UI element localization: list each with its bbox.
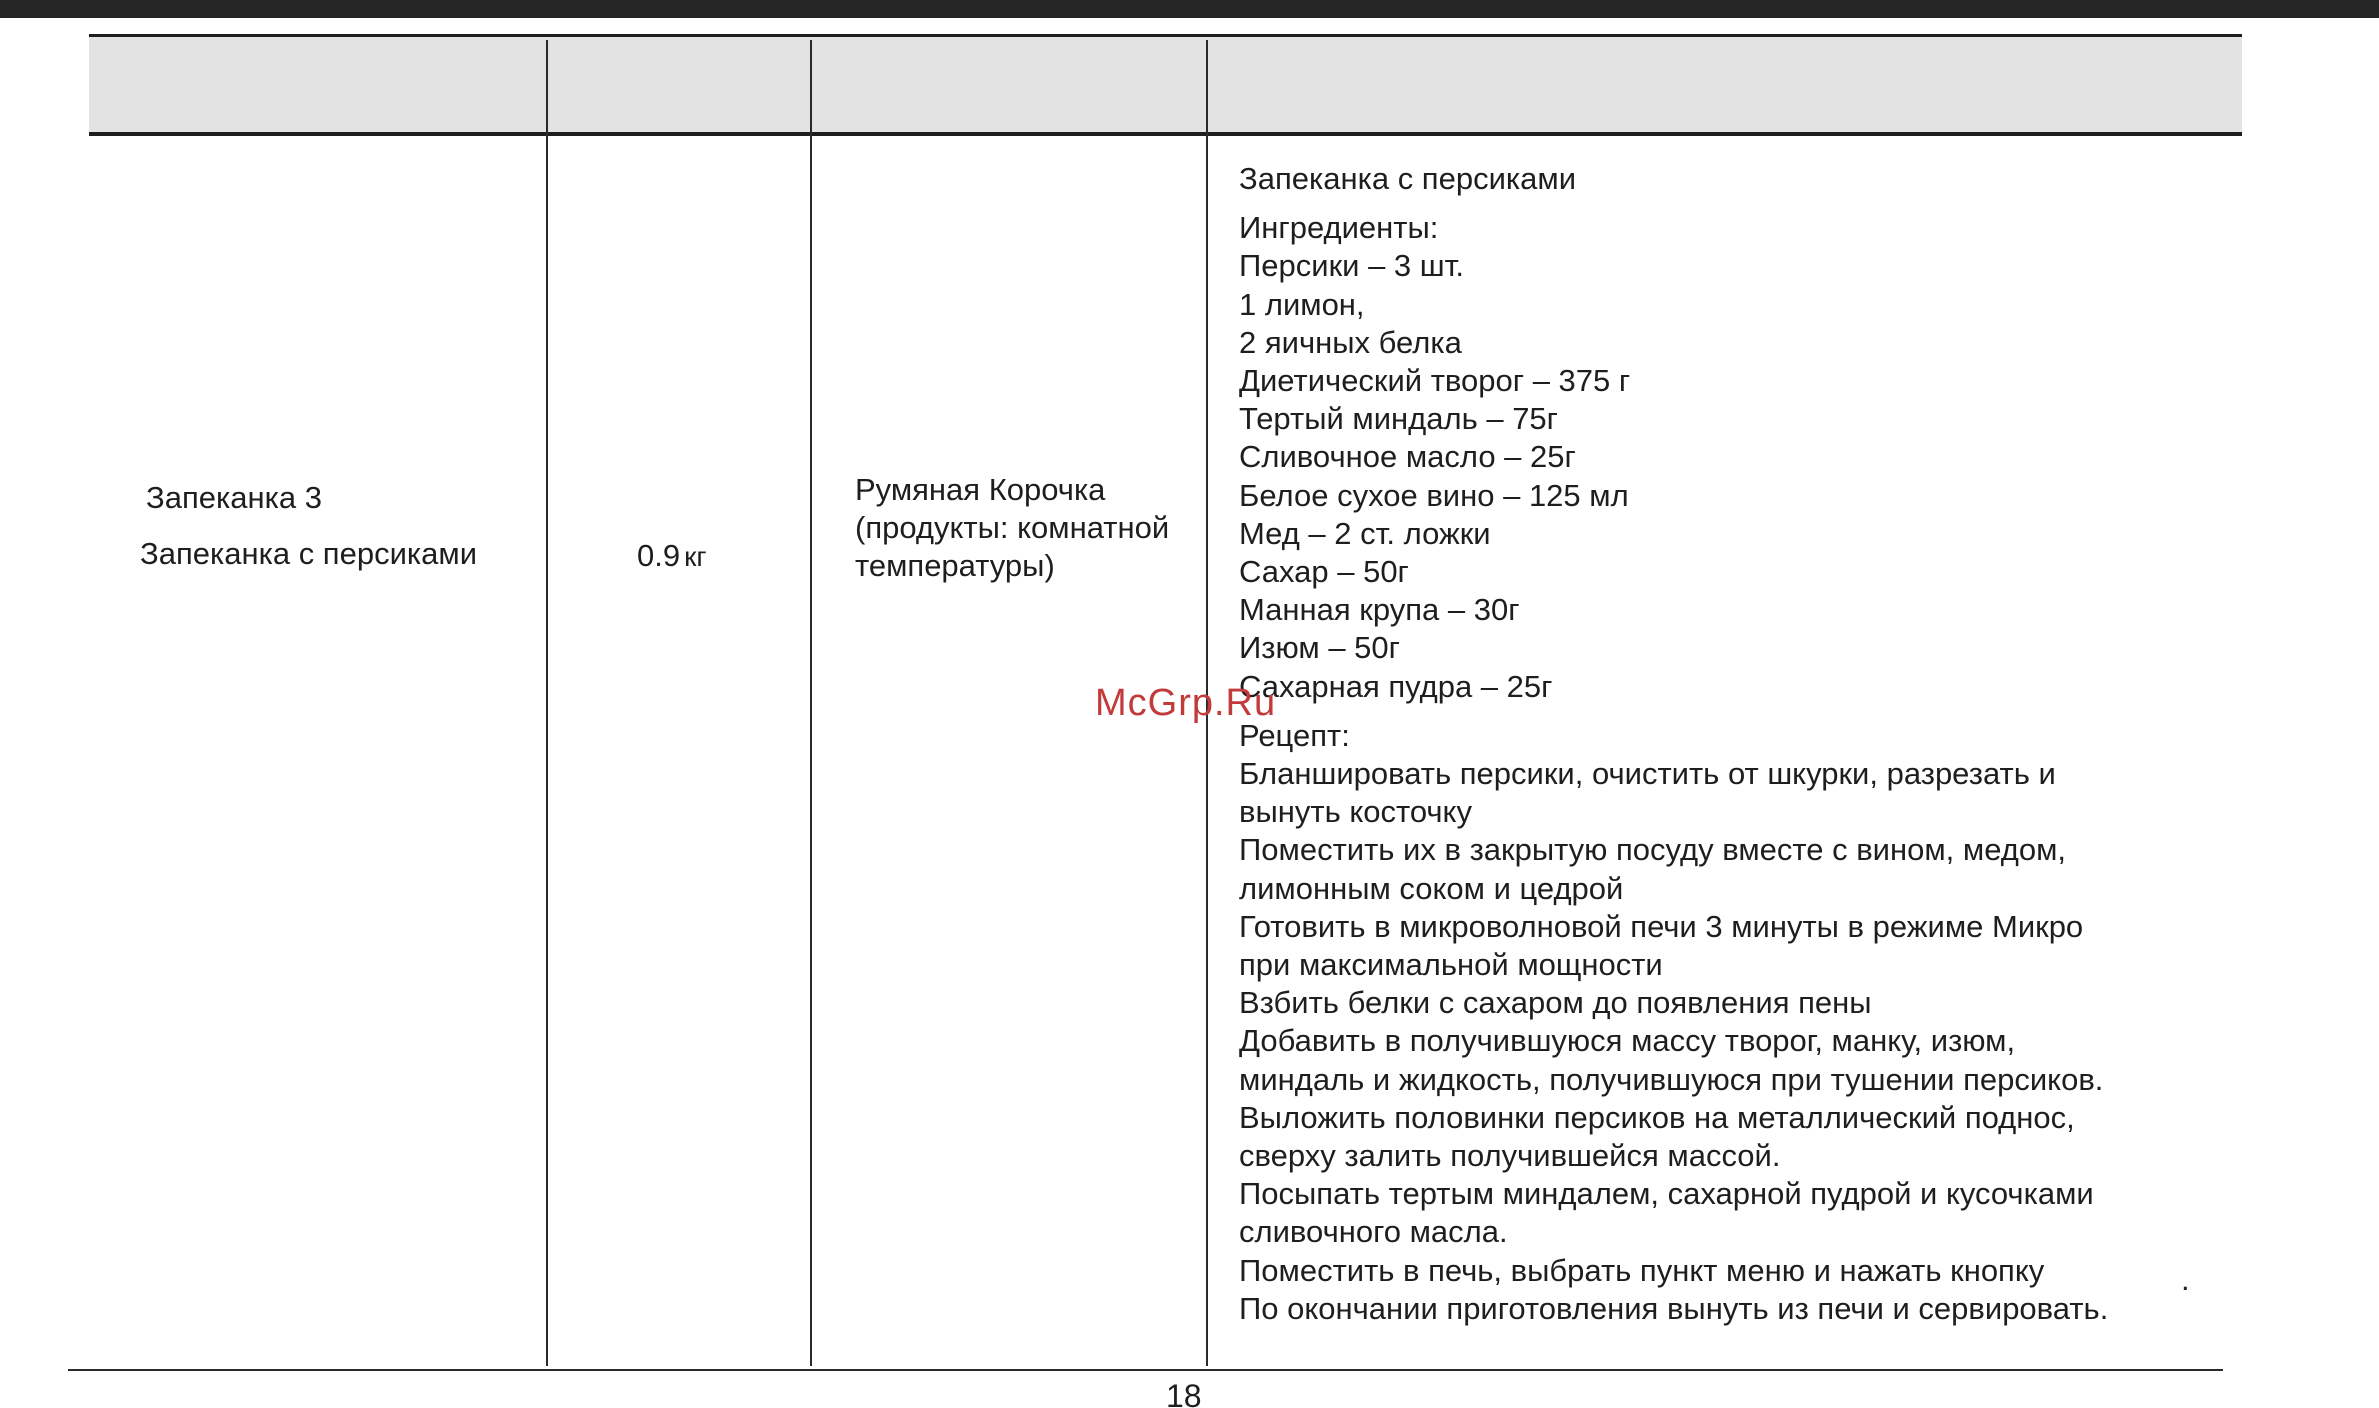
step-line: По окончании приготовления вынуть из печи и сервировать. — [1239, 1290, 2109, 1326]
recipe-text — [1239, 160, 2108, 1328]
step-line: Поместить в печь, выбрать пункт меню и нажать кнопку — [1239, 1252, 2045, 1288]
step-line: лимонным соком и цедрой — [1239, 870, 1624, 906]
ingredients-heading: Ингредиенты: — [1239, 210, 1439, 246]
step-line: сверху залить получившейся массой. — [1239, 1138, 1781, 1174]
top-bar — [0, 0, 2379, 18]
dish-name: Запеканка с персиками — [140, 536, 478, 571]
ingredient-item: Тертый миндаль – 75г — [1239, 401, 1558, 437]
ingredient-item: 2 яичных белка — [1239, 324, 1462, 360]
weight-unit: кг — [684, 541, 707, 572]
mode-line-1: Румяная Корочка — [855, 472, 1106, 507]
ingredient-item: Сахар – 50г — [1239, 554, 1409, 590]
recipe-title: Запеканка с персиками — [1239, 161, 1577, 196]
watermark: McGrp.Ru — [1095, 682, 1277, 724]
step-line: Посыпать тертым миндалем, сахарной пудрой и кусочками — [1239, 1176, 2094, 1212]
weight — [637, 537, 707, 576]
step-line: миндаль и жидкость, получившуюся при тушении персиков. — [1239, 1061, 2104, 1097]
ingredient-item: Сахарная пудра – 25г — [1239, 668, 1553, 704]
trailing-dot: . — [2181, 1262, 2190, 1297]
column-divider-2 — [810, 40, 812, 1366]
ingredient-item: Белое сухое вино – 125 мл — [1239, 477, 1629, 513]
ingredient-item: Персики – 3 шт. — [1239, 248, 1465, 284]
ingredient-item: Изюм – 50г — [1239, 630, 1400, 666]
step-line: при максимальной мощности — [1239, 947, 1663, 983]
step-line: сливочного масла. — [1239, 1214, 1508, 1250]
ingredient-item: Манная крупа – 30г — [1239, 592, 1520, 628]
column-divider-1 — [546, 40, 548, 1366]
program-name: Запеканка 3 — [146, 480, 322, 515]
step-line: Добавить в получившуюся массу творог, манку, изюм, — [1239, 1023, 2016, 1059]
bottom-rule — [68, 1369, 2223, 1371]
step-line: вынуть косточку — [1239, 794, 1472, 830]
weight-value: 0.9 — [637, 538, 681, 573]
page-number: 18 — [1166, 1378, 1202, 1408]
step-line: Бланшировать персики, очистить от шкурки, разрезать и — [1239, 756, 2056, 792]
ingredient-item: Диетический творог – 375 г — [1239, 363, 1631, 399]
step-line: Выложить половинки персиков на металлический поднос, — [1239, 1099, 2075, 1135]
step-line: Взбить белки с сахаром до появления пены — [1239, 985, 1872, 1021]
ingredient-item: Мед – 2 ст. ложки — [1239, 515, 1491, 551]
steps-heading: Рецепт: — [1239, 717, 1350, 753]
step-line: Готовить в микроволновой печи 3 минуты в режиме Микро — [1239, 908, 2084, 944]
table-header-row — [89, 34, 2242, 136]
mode-line-3: температуры) — [855, 548, 1055, 583]
step-line: Поместить их в закрытую посуду вместе с вином, медом, — [1239, 832, 2067, 868]
mode-line-2: (продукты: комнатной — [855, 510, 1170, 545]
ingredient-item: Сливочное масло – 25г — [1239, 439, 1576, 475]
ingredient-item: 1 лимон, — [1239, 286, 1365, 322]
